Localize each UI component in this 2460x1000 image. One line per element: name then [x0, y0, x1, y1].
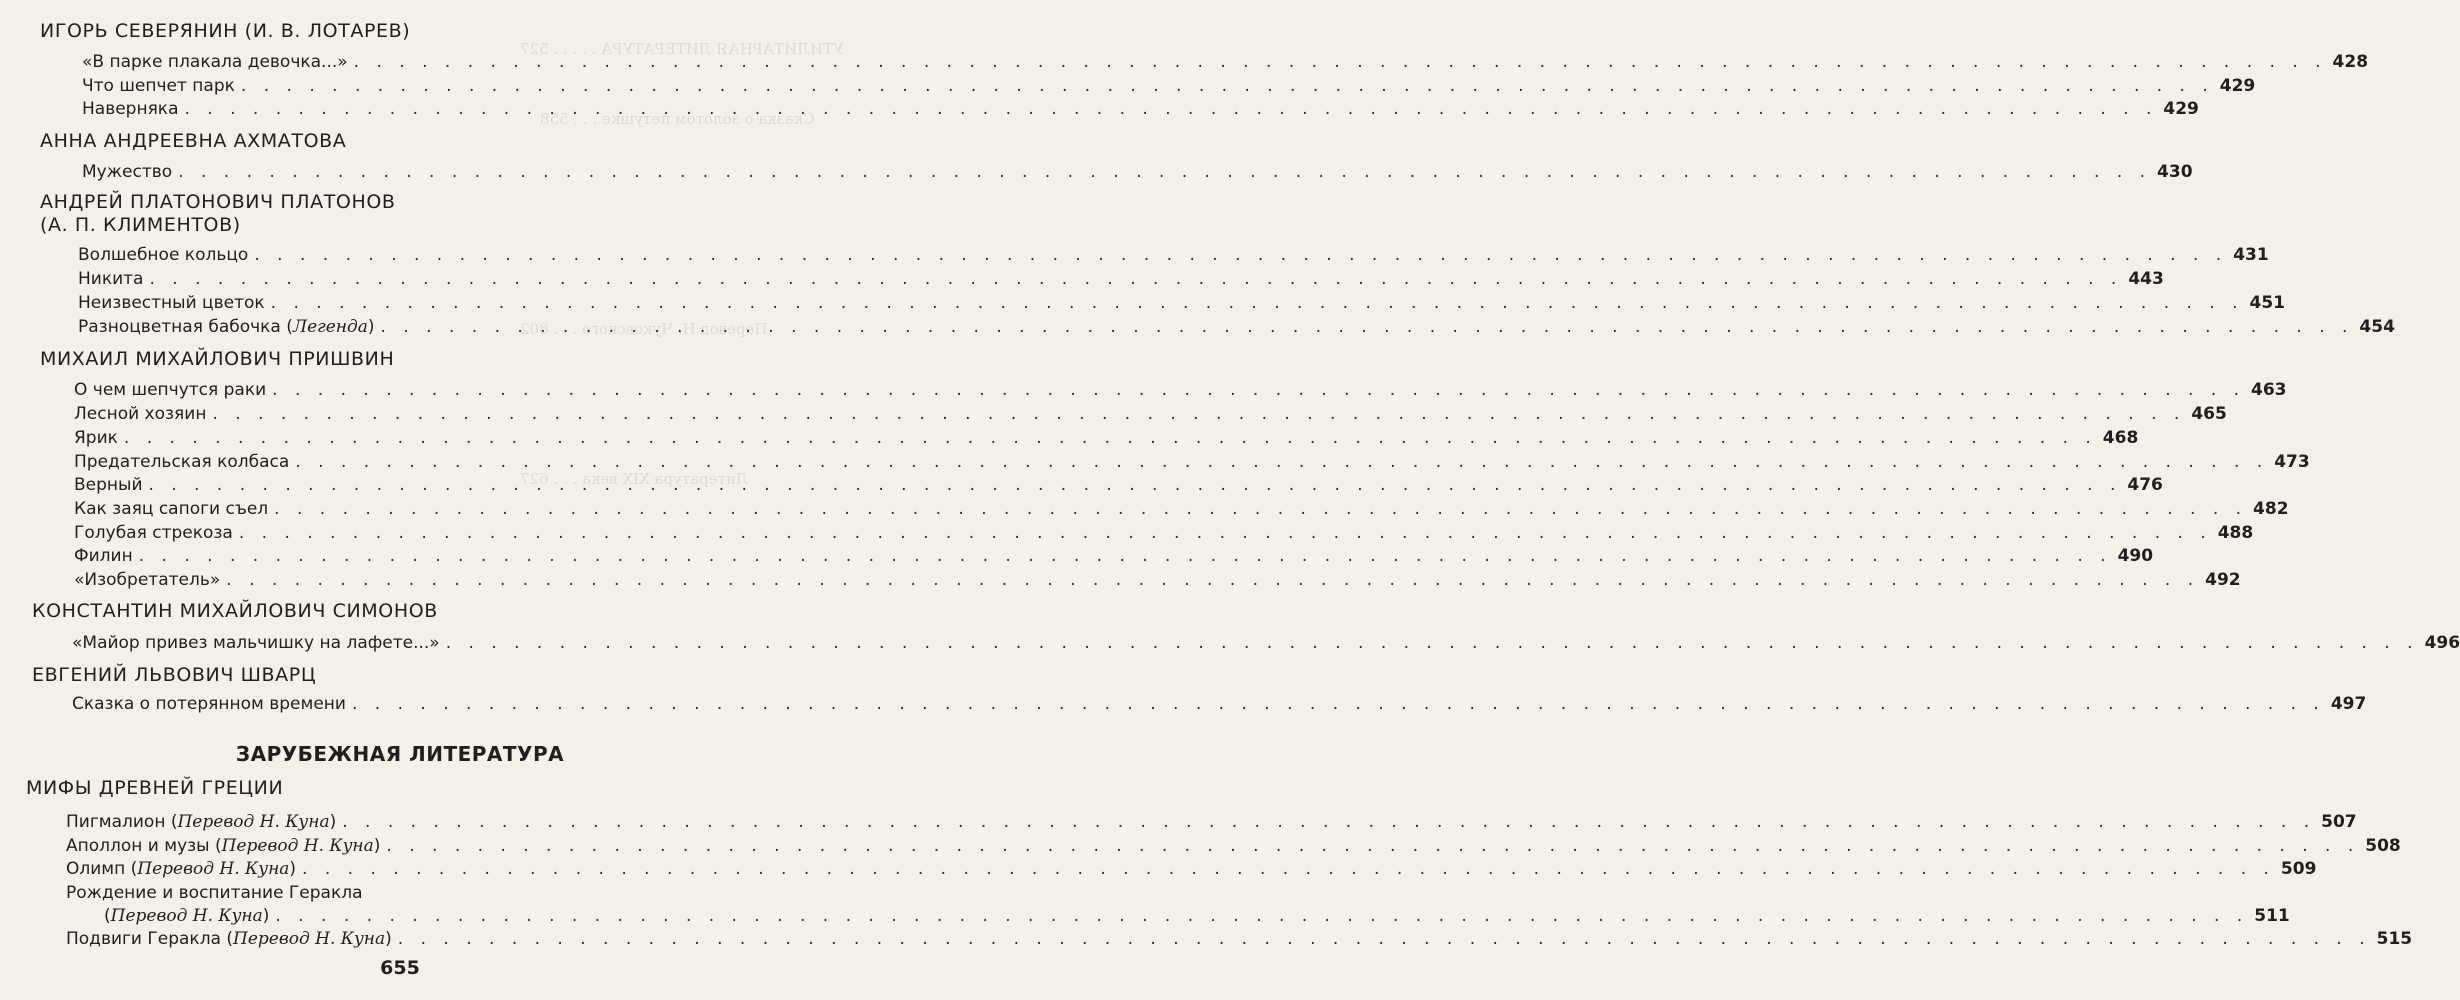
leader-dots — [295, 452, 2268, 472]
leader-dots — [275, 906, 2248, 926]
leader-dots — [381, 317, 2354, 337]
entry-page: 465 — [2191, 404, 2227, 424]
leader-dots — [446, 633, 2419, 653]
author-heading: АНДРЕЙ ПЛАТОНОВИЧ ПЛАТОНОВ — [40, 191, 396, 213]
entry-page: 497 — [2330, 694, 2367, 714]
entry-page: 515 — [2376, 929, 2413, 949]
leader-dots — [139, 546, 2112, 566]
toc-entry[interactable] — [66, 859, 2317, 879]
entry-page: 488 — [2217, 523, 2254, 543]
section-title: ЗАРУБЕЖНАЯ ЛИТЕРАТУРА — [235, 742, 565, 766]
author-heading: АННА АНДРЕЕВНА АХМАТОВА — [40, 130, 347, 152]
entry-page: 476 — [2127, 475, 2163, 495]
toc-entry[interactable] — [66, 929, 2413, 949]
leader-dots — [149, 475, 2122, 495]
leader-dots — [274, 499, 2247, 519]
bleed-through: Перевод Н. Чуковского . . . 802 — [520, 320, 768, 338]
author-heading: ЕВГЕНИЙ ЛЬВОВИЧ ШВАРЦ — [32, 664, 317, 686]
leader-dots — [241, 76, 2214, 96]
author-heading: МИФЫ ДРЕВНЕЙ ГРЕЦИИ — [26, 777, 284, 799]
leader-dots — [124, 428, 2097, 448]
leader-dots — [354, 52, 2327, 72]
entry-title: «В парке плакала девочка...» — [82, 52, 348, 72]
entry-page: 429 — [2163, 99, 2199, 119]
bleed-through: УТИЛИТАРНАЯ ЛИТЕРАТУРА . . . . . 527 — [520, 40, 844, 58]
leader-dots — [254, 245, 2227, 265]
toc-entry[interactable] — [72, 633, 2460, 653]
entry-title: Аполлон и музы (Перевод Н. Куна) — [66, 836, 381, 856]
toc-entry[interactable] — [82, 76, 2256, 96]
bleed-through: Сказка о золотом петушке . . . 558 — [540, 110, 815, 128]
toc-entry[interactable] — [74, 499, 2289, 519]
entry-title: Ярик — [74, 428, 118, 448]
entry-page: 490 — [2117, 546, 2154, 566]
toc-entry[interactable] — [72, 694, 2367, 714]
leader-dots — [352, 694, 2325, 714]
entry-title: О чем шепчутся раки — [74, 380, 267, 400]
leader-dots — [398, 929, 2371, 949]
entry-title: «Изобретатель» — [74, 570, 221, 590]
toc-entry[interactable] — [78, 269, 2164, 289]
author-heading-cont: (А. П. КЛИМЕНТОВ) — [40, 214, 241, 236]
entry-page: 508 — [2365, 836, 2401, 856]
entry-page: 468 — [2102, 428, 2139, 448]
toc-entry[interactable] — [66, 836, 2401, 856]
entry-page: 496 — [2424, 633, 2460, 653]
entry-title: Неизвестный цветок — [78, 293, 265, 313]
entry-title: Мужество — [82, 162, 173, 182]
entry-page: 443 — [2128, 269, 2164, 289]
page-number: 655 — [380, 957, 420, 979]
entry-page: 507 — [2321, 812, 2357, 832]
entry-title: Предательская колбаса — [74, 452, 290, 472]
entry-page: 429 — [2219, 76, 2256, 96]
entry-title: Никита — [78, 269, 144, 289]
toc-entry[interactable] — [74, 570, 2241, 590]
author-heading: КОНСТАНТИН МИХАЙЛОВИЧ СИМОНОВ — [32, 600, 438, 622]
entry-title: Разноцветная бабочка (Легенда) — [78, 317, 375, 337]
leader-dots — [302, 859, 2275, 879]
entry-title: Что шепчет парк — [82, 76, 235, 96]
leader-dots — [271, 293, 2244, 313]
toc-entry[interactable] — [74, 428, 2139, 448]
toc-entry[interactable] — [74, 475, 2163, 495]
leader-dots — [272, 380, 2245, 400]
leader-dots — [226, 570, 2199, 590]
bleed-through: Литература XIX века . . . 627 — [520, 470, 749, 488]
entry-title: Наверняка — [82, 99, 179, 119]
entry-page: 454 — [2359, 317, 2395, 337]
entry-page: 482 — [2253, 499, 2289, 519]
entry-page: 430 — [2157, 162, 2193, 182]
entry-title: Волшебное кольцо — [78, 245, 249, 265]
entry-page: 428 — [2332, 52, 2369, 72]
toc-entry[interactable] — [74, 404, 2227, 424]
toc-entry[interactable] — [78, 245, 2269, 265]
entry-title: Пигмалион (Перевод Н. Куна) — [66, 812, 337, 832]
entry-page: 431 — [2233, 245, 2269, 265]
entry-page: 492 — [2205, 570, 2241, 590]
leader-dots — [149, 269, 2122, 289]
toc-entry[interactable] — [74, 380, 2287, 400]
toc-entry[interactable] — [74, 523, 2254, 543]
toc-entry[interactable] — [104, 906, 2290, 926]
toc-entry[interactable] — [78, 317, 2395, 337]
author-heading: ИГОРЬ СЕВЕРЯНИН (И. В. ЛОТАРЕВ) — [40, 20, 411, 42]
toc-entry[interactable] — [66, 812, 2357, 832]
leader-dots — [386, 836, 2359, 856]
toc-entry[interactable] — [74, 452, 2310, 472]
author-heading: МИХАИЛ МИХАЙЛОВИЧ ПРИШВИН — [40, 348, 395, 370]
toc-entry[interactable] — [74, 546, 2154, 566]
entry-title: Олимп (Перевод Н. Куна) — [66, 859, 297, 879]
leader-dots — [239, 523, 2212, 543]
entry-page: 473 — [2274, 452, 2310, 472]
entry-title: Лесной хозяин — [74, 404, 207, 424]
entry-title: Подвиги Геракла (Перевод Н. Куна) — [66, 929, 392, 949]
toc-entry[interactable] — [78, 293, 2286, 313]
entry-title: Верный — [74, 475, 143, 495]
toc-entry[interactable] — [82, 52, 2369, 72]
entry-title: Как заяц сапоги съел — [74, 499, 269, 519]
entry-page: 451 — [2249, 293, 2286, 313]
entry-page: 463 — [2251, 380, 2287, 400]
entry-page: 509 — [2280, 859, 2317, 879]
entry-title: Голубая стрекоза — [74, 523, 233, 543]
leader-dots — [212, 404, 2185, 424]
entry-title: Сказка о потерянном времени — [72, 694, 346, 714]
entry-title: «Майор привез мальчишку на лафете...» — [72, 633, 440, 653]
leader-dots — [185, 99, 2158, 119]
leader-dots — [342, 812, 2315, 832]
entry-page: 511 — [2254, 906, 2290, 926]
entry-title-line[interactable]: Рождение и воспитание Геракла — [66, 883, 363, 903]
entry-title: Филин — [74, 546, 133, 566]
leader-dots — [178, 162, 2151, 182]
toc-entry[interactable] — [82, 162, 2193, 182]
entry-title: (Перевод Н. Куна) — [104, 906, 270, 926]
